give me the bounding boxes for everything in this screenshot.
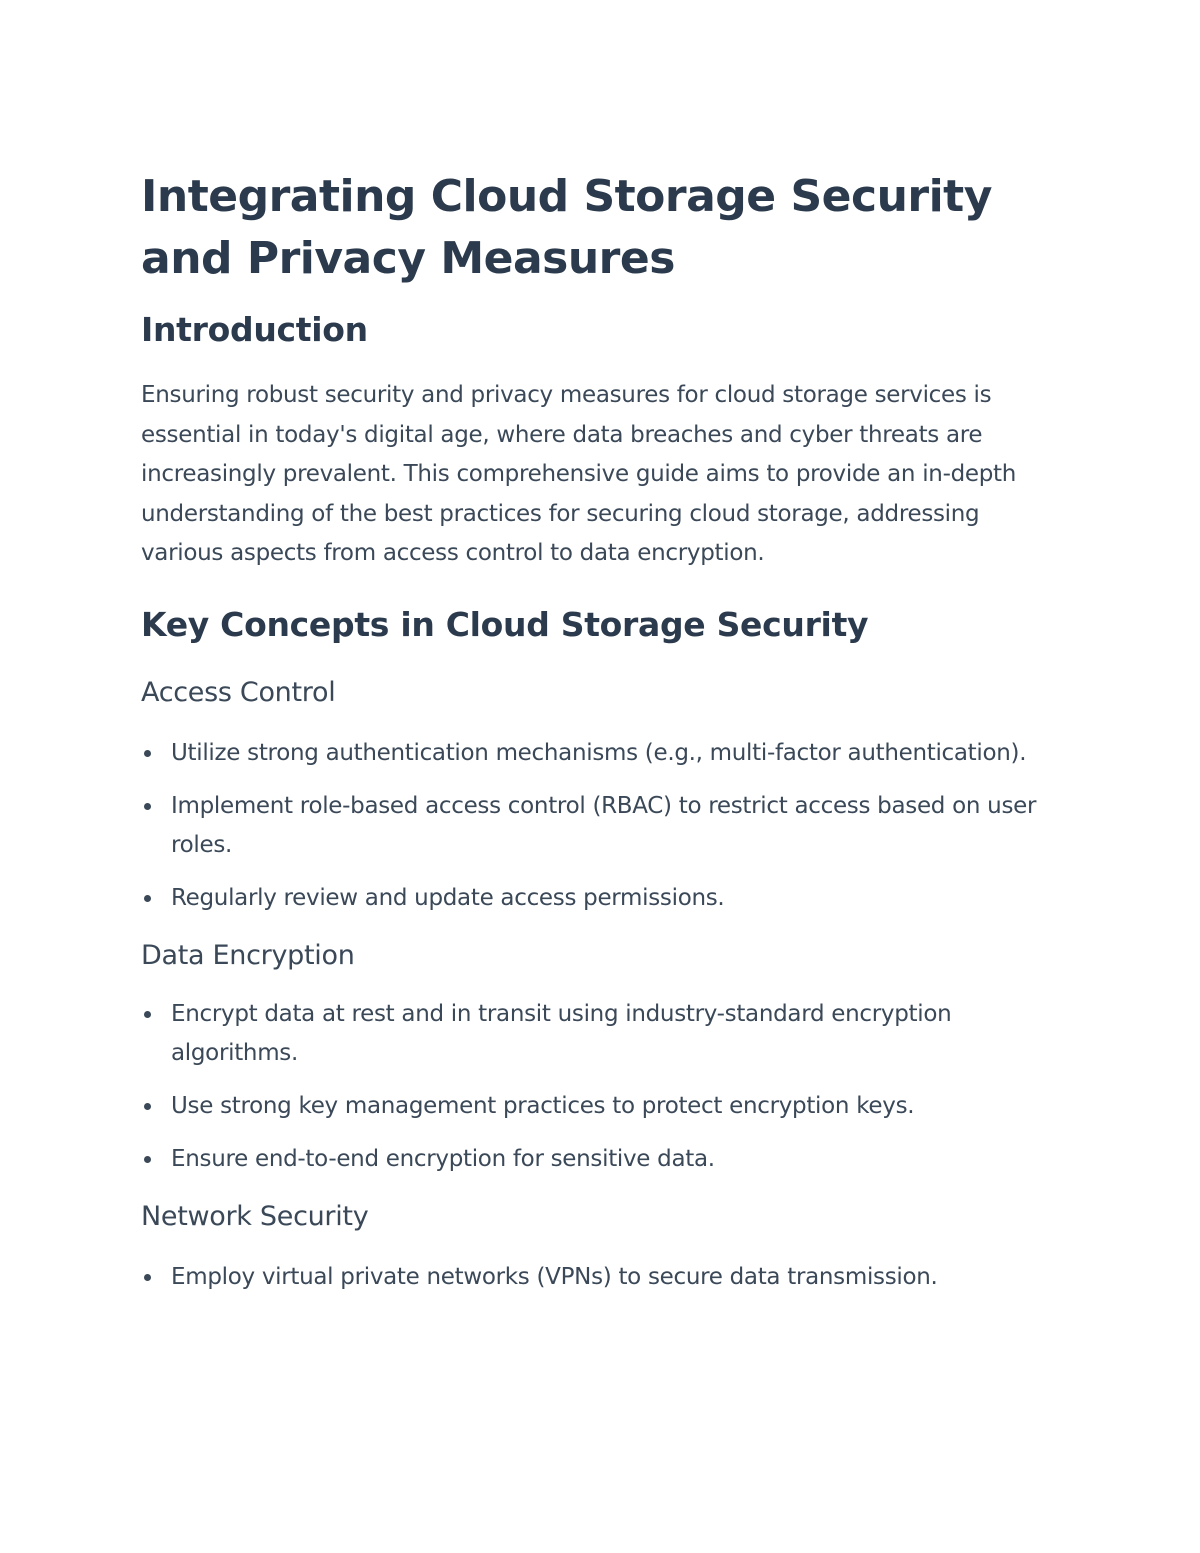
- data-encryption-heading: Data Encryption: [141, 939, 355, 971]
- list-item-text: Utilize strong authentication mechanisms (e.g., multi-factor authentication).: [171, 739, 1027, 766]
- document-page: [141, 166, 1051, 1297]
- network-security-list: [141, 1258, 1051, 1297]
- list-item-text: Implement role-based access control (RBAC) to restrict access based on user roles.: [171, 792, 1037, 858]
- bullet-icon: [144, 1103, 151, 1110]
- bullet-icon: [144, 1156, 151, 1163]
- list-item-text: Use strong key management practices to protect encryption keys.: [171, 1092, 915, 1119]
- document-title: Integrating Cloud Storage Security and Privacy Measures: [141, 171, 992, 284]
- access-control-list: [141, 734, 1051, 918]
- bullet-icon: [144, 1011, 151, 1018]
- list-item: [141, 995, 1051, 1073]
- introduction-heading: Introduction: [141, 310, 368, 349]
- bullet-icon: [144, 895, 151, 902]
- list-item-text: Encrypt data at rest and in transit using industry-standard encryption algorithms.: [171, 1000, 952, 1066]
- list-item: [141, 1087, 1051, 1126]
- network-security-heading: Network Security: [141, 1200, 369, 1232]
- list-item-text: Regularly review and update access permissions.: [171, 884, 725, 911]
- bullet-icon: [144, 1274, 151, 1281]
- list-item-text: Employ virtual private networks (VPNs) to secure data transmission.: [171, 1263, 938, 1290]
- list-item-text: Ensure end-to-end encryption for sensitive data.: [171, 1145, 715, 1172]
- list-item: [141, 879, 1051, 918]
- list-item: [141, 1140, 1051, 1179]
- access-control-heading: Access Control: [141, 676, 336, 708]
- key-concepts-heading: Key Concepts in Cloud Storage Security: [141, 604, 869, 644]
- list-item: [141, 734, 1051, 773]
- bullet-icon: [144, 803, 151, 810]
- introduction-paragraph: Ensuring robust security and privacy measures for cloud storage services is essential in today's digital age, where data breaches and cyber threats are increasingly prevalent. This comprehensive guide aims to provide an in-depth understanding of the best practices for securing cloud storage, addressing various aspects from access control to data encryption.: [141, 382, 1017, 567]
- bullet-icon: [144, 750, 151, 757]
- list-item: [141, 787, 1051, 865]
- list-item: [141, 1258, 1051, 1297]
- data-encryption-list: [141, 995, 1051, 1179]
